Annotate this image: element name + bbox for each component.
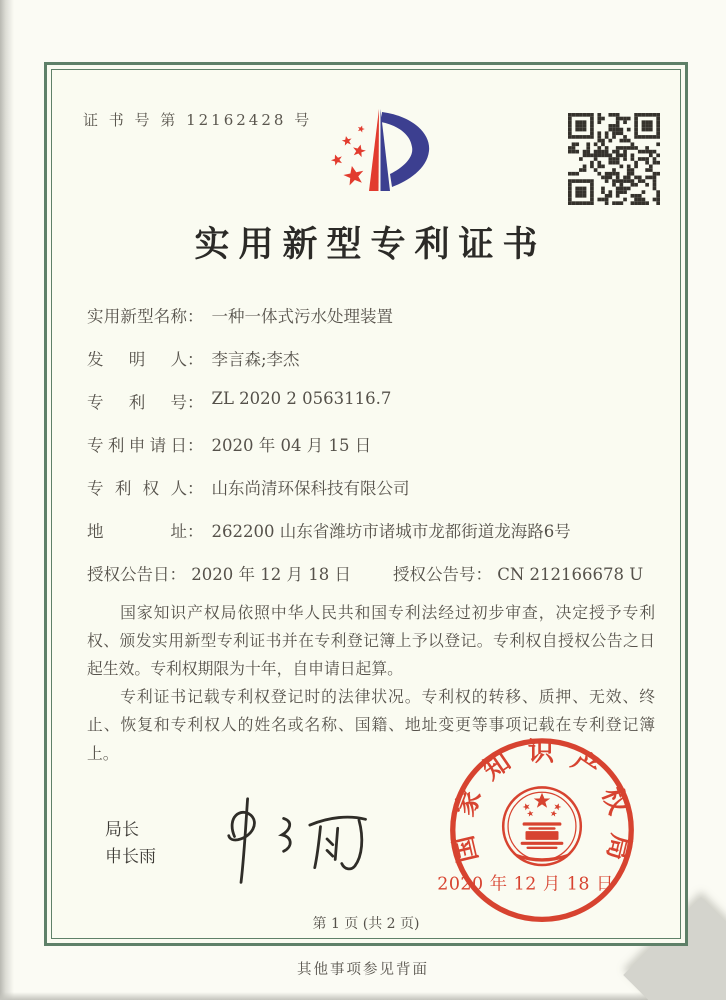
grant-date — [87, 561, 393, 604]
grant-row — [87, 561, 653, 604]
page-number: 第 1 页 (共 2 页) — [312, 916, 420, 932]
field-value: ZL 2020 2 0563116.7 — [211, 389, 392, 408]
field-row-address — [87, 518, 653, 561]
cnipa-seal — [437, 736, 639, 931]
field-colon: ： — [169, 565, 186, 584]
field-colon: ： — [187, 307, 204, 326]
back-note: 其他事项参见背面 — [297, 962, 429, 978]
field-row-name — [87, 303, 653, 346]
certificate-fields — [87, 303, 653, 604]
national-emblem-icon — [503, 787, 581, 865]
handwritten-signature — [205, 793, 377, 889]
grant-no-value: CN 212166678 U — [497, 565, 644, 584]
field-label: 地址 — [87, 522, 187, 541]
seal-date: 2020 年 12 月 18 日 — [437, 874, 614, 895]
certificate-title: 实用新型专利证书 — [194, 224, 547, 265]
certificate-border — [44, 62, 688, 946]
certificate-number: 证 书 号 第 12162428 号 — [83, 111, 313, 129]
field-label: 专利号 — [87, 393, 187, 412]
field-value: 一种一体式污水处理装置 — [211, 307, 393, 326]
field-colon: ： — [187, 436, 204, 455]
field-value: 李言森;李杰 — [211, 350, 300, 369]
signer-title: 局长 — [105, 820, 139, 840]
field-row-patentee — [87, 475, 653, 518]
legal-paragraph-1: 国家知识产权局依照中华人民共和国专利法经过初步审查，决定授予专利权、颁发实用新型专利证书并在专利登记簿上予以登记。专利权自授权公告之日起生效。专利权期限为十年，自申请日起算。 — [87, 603, 655, 679]
field-colon: ： — [187, 522, 204, 541]
field-label: 专利申请日 — [87, 436, 187, 455]
field-value: 2020 年 04 月 15 日 — [211, 436, 372, 455]
field-colon: ： — [187, 350, 204, 369]
grant-no-label: 授权公告号 — [393, 565, 476, 584]
field-colon: ： — [187, 393, 204, 412]
legal-paragraph-2: 专利证书记载专利权登记时的法律状况。专利权的转移、质押、无效、终止、恢复和专利权人的姓名或名称、国籍、地址变更等事项记载在专利登记簿上。 — [87, 687, 655, 763]
grant-date-label: 授权公告日 — [87, 565, 170, 584]
seal-text: 国家知识产权局 — [447, 736, 637, 866]
field-row-inventor — [87, 346, 653, 389]
scan-bottom-shadow — [0, 992, 726, 1000]
grant-date-value: 2020 年 12 月 18 日 — [191, 565, 351, 584]
field-label: 发明人 — [87, 350, 187, 369]
field-row-patent-no — [87, 389, 653, 432]
grant-no — [393, 561, 643, 604]
field-label: 实用新型名称 — [87, 307, 187, 326]
logo-wedge-red — [369, 109, 379, 191]
field-value: 262200 山东省潍坊市诸城市龙都街道龙海路6号 — [211, 522, 571, 541]
field-value: 山东尚清环保科技有限公司 — [211, 479, 410, 498]
field-colon: ： — [187, 479, 204, 498]
signer-name: 申长雨 — [105, 847, 156, 867]
qr-code — [568, 113, 660, 205]
field-colon: ： — [475, 565, 492, 584]
field-row-filing-date — [87, 432, 653, 475]
field-label: 专利权人 — [87, 479, 187, 498]
cnipa-logo-icon — [300, 103, 440, 213]
signer-block — [105, 817, 156, 871]
scan-edge-shadow — [0, 0, 14, 1000]
